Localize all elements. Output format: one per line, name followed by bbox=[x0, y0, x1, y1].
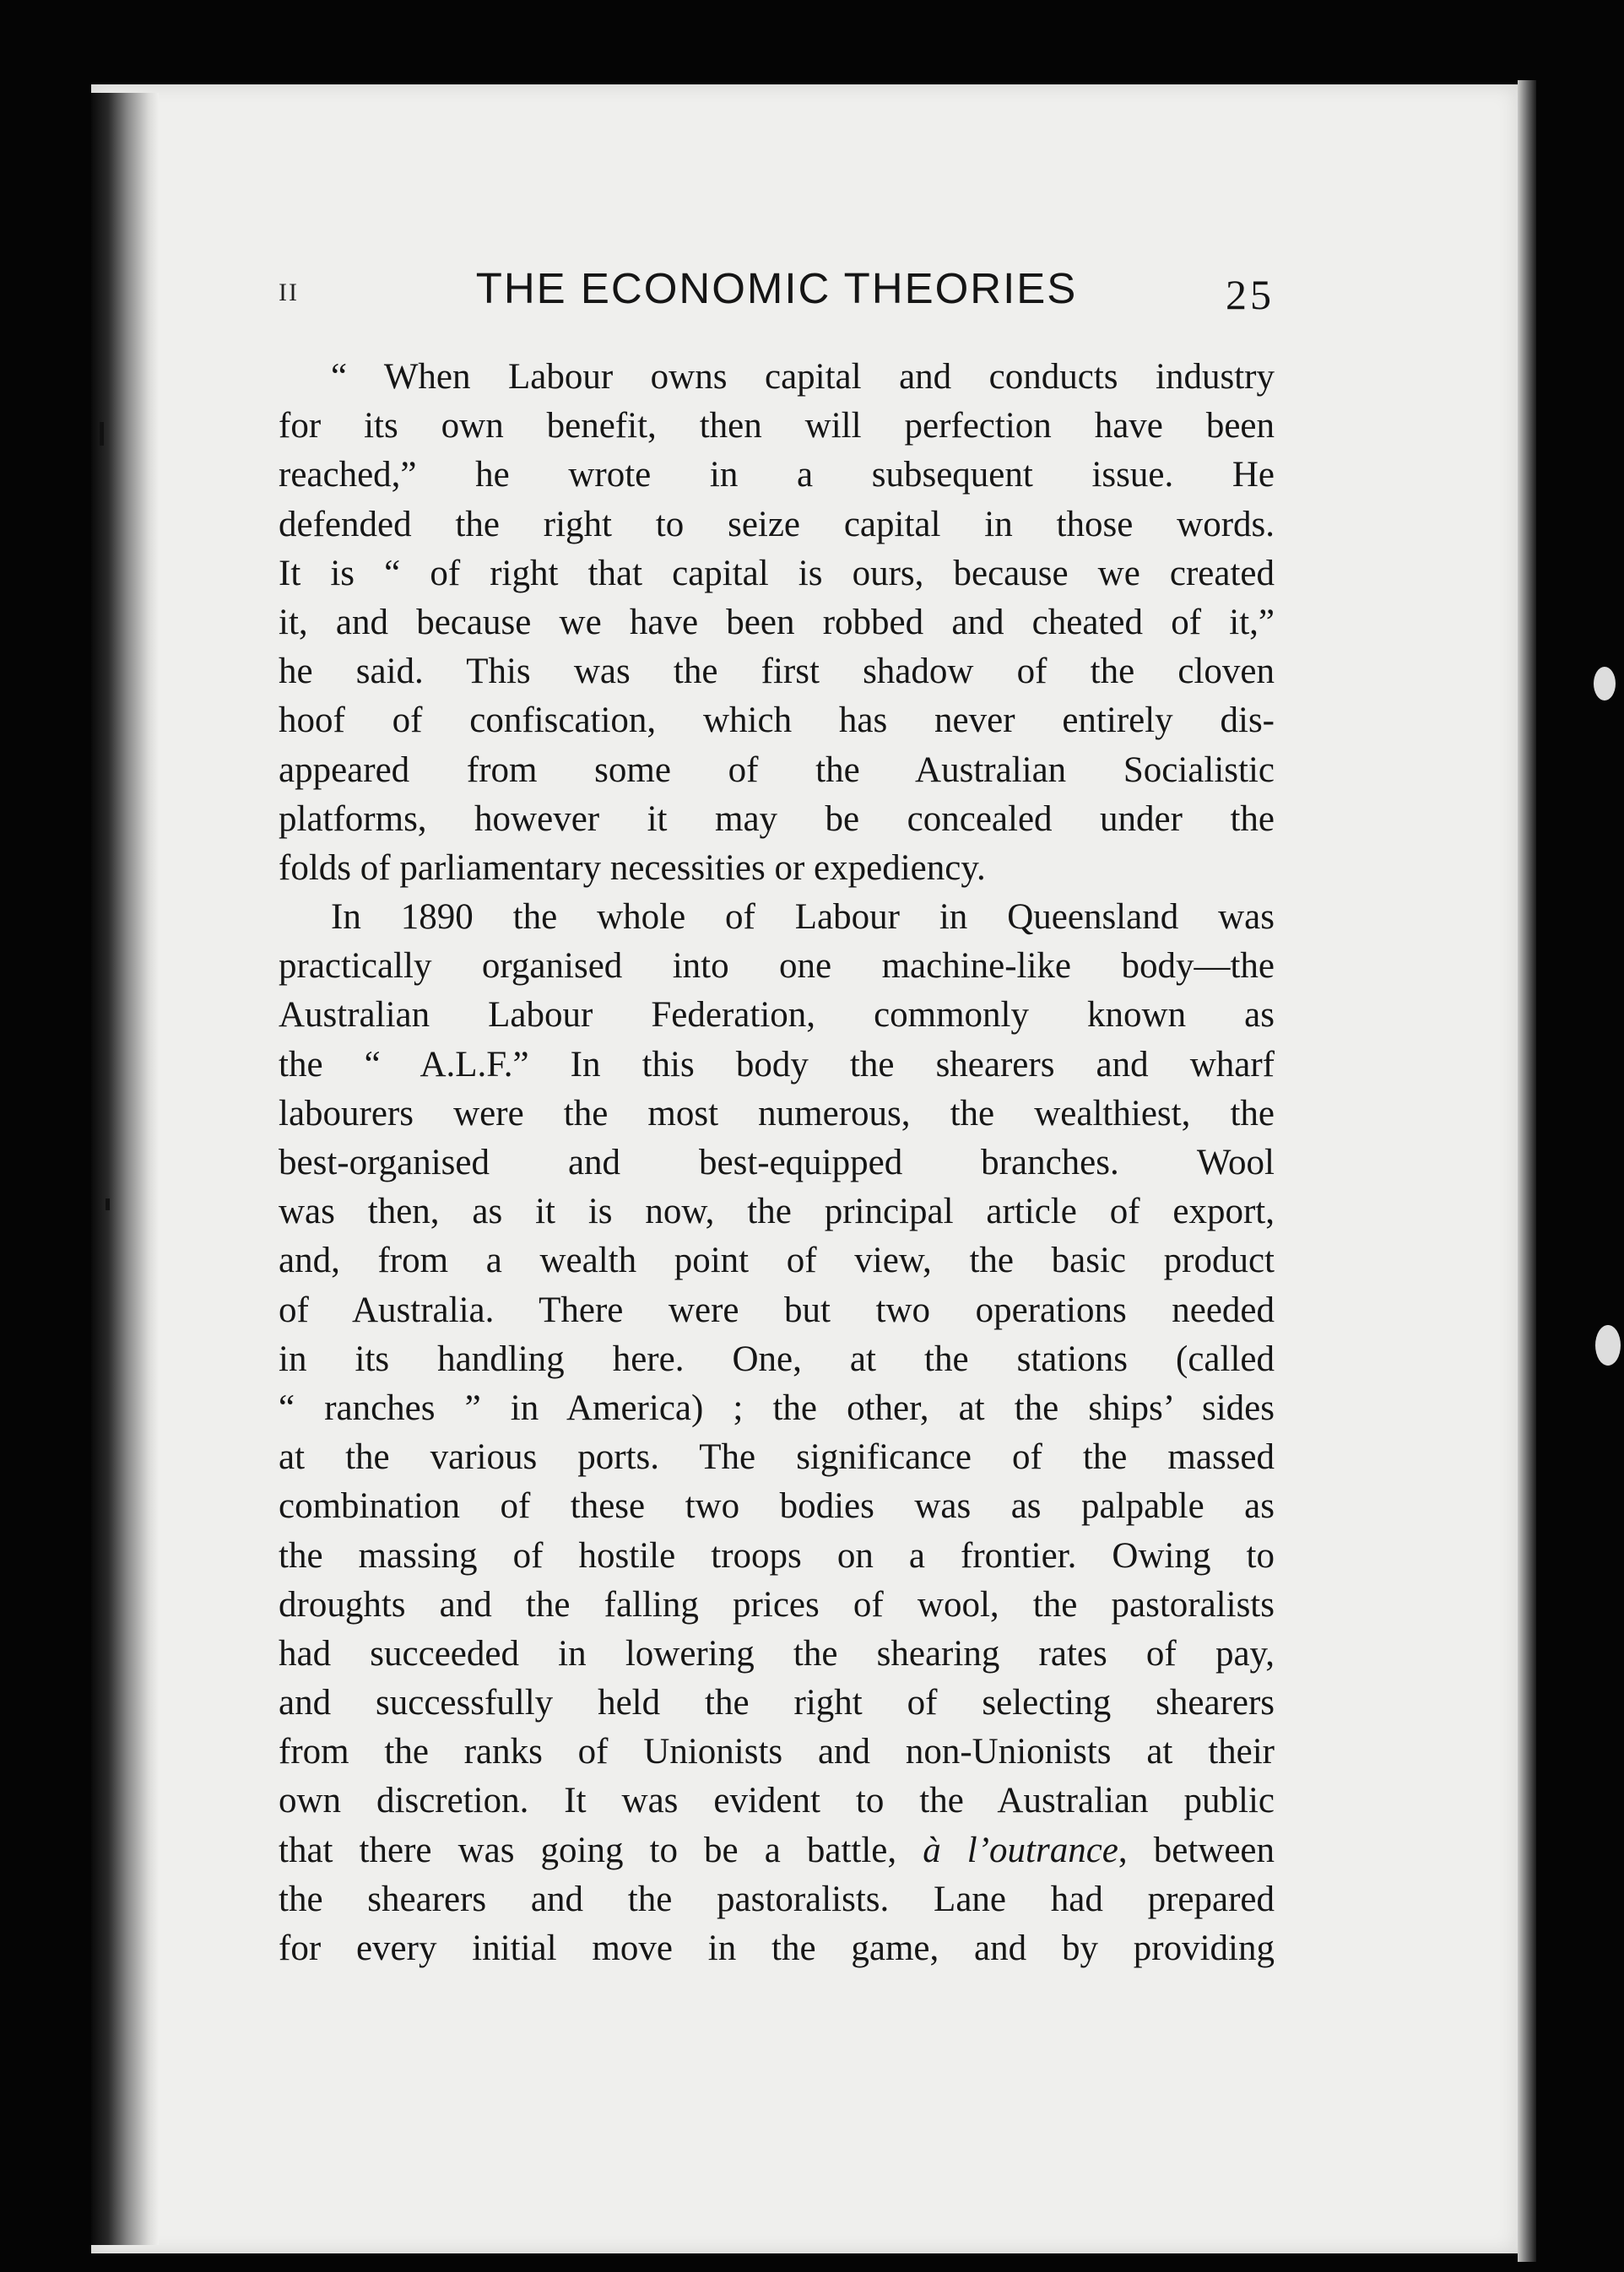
text-line: labourers were the most numerous, the wealthiest, the bbox=[279, 1093, 1275, 1133]
running-head bbox=[279, 263, 1275, 322]
binding-mark bbox=[100, 422, 104, 446]
text-line: and successfully held the right of selecting shearers bbox=[279, 1683, 1275, 1723]
text-line: In 1890 the whole of Labour in Queensland was bbox=[331, 897, 1275, 938]
text-line: from the ranks of Unionists and non-Unionists at their bbox=[279, 1732, 1275, 1772]
text-line: the shearers and the pastoralists. Lane had prepared bbox=[279, 1879, 1275, 1919]
running-title: THE ECONOMIC THEORIES bbox=[475, 264, 1078, 312]
text-line: folds of parliamentary necessities or expediency. bbox=[279, 847, 986, 888]
text-segment: , between bbox=[1118, 1830, 1275, 1870]
chapter-number: II bbox=[279, 279, 299, 306]
text-line: was then, as it is now, the principal article of export, bbox=[279, 1192, 1275, 1232]
text-line: had succeeded in lowering the shearing rates of pay, bbox=[279, 1633, 1275, 1674]
text-line: Australian Labour Federation, commonly known as bbox=[279, 995, 1275, 1036]
text-line: and, from a wealth point of view, the basic product bbox=[279, 1241, 1275, 1281]
text-line: the massing of hostile troops on a frontier. Owing to bbox=[279, 1535, 1275, 1576]
text-line: of Australia. There were but two operations needed bbox=[279, 1290, 1275, 1330]
text-line: in its handling here. One, at the stations (called bbox=[279, 1339, 1275, 1379]
text-line: best-organised and best-equipped branches. Wool bbox=[279, 1143, 1275, 1182]
text-line: for every initial move in the game, and by providing bbox=[279, 1928, 1275, 1968]
scan-speck bbox=[1595, 1325, 1621, 1366]
text-line: defended the right to seize capital in those words. bbox=[279, 504, 1275, 544]
text-line: for its own benefit, then will perfection have been bbox=[279, 406, 1275, 446]
text-line: hoof of confiscation, which has never entirely dis- bbox=[279, 701, 1275, 741]
text-line: at the various ports. The significance of the massed bbox=[279, 1437, 1275, 1478]
text-line: It is “ of right that capital is ours, because we created bbox=[279, 553, 1275, 593]
body-text bbox=[279, 353, 1275, 1973]
text-line: droughts and the falling prices of wool, the pastoralists bbox=[279, 1584, 1275, 1625]
text-line: platforms, however it may be concealed under the bbox=[279, 798, 1275, 839]
text-line: own discretion. It was evident to the Australian public bbox=[279, 1781, 1275, 1821]
text-line: combination of these two bodies was as palpable as bbox=[279, 1486, 1275, 1527]
text-line: “ ranches ” in America) ; the other, at the ships’ sides bbox=[279, 1388, 1275, 1428]
text-line: it, and because we have been robbed and cheated of it,” bbox=[279, 602, 1275, 642]
italic-phrase: à l’outrance bbox=[923, 1830, 1118, 1870]
page-number: 25 bbox=[1226, 271, 1275, 318]
text-segment: that there was going to be a battle, bbox=[279, 1830, 923, 1870]
text-line bbox=[279, 1826, 1275, 1875]
page-right-edge bbox=[1518, 80, 1536, 2262]
text-line: practically organised into one machine-like body—the bbox=[279, 946, 1275, 987]
binding-mark bbox=[106, 1198, 110, 1210]
text-line: “ When Labour owns capital and conducts industry bbox=[331, 357, 1275, 397]
text-line: he said. This was the first shadow of the cloven bbox=[279, 652, 1275, 692]
text-line: reached,” he wrote in a subsequent issue. He bbox=[279, 455, 1275, 495]
text-line: appeared from some of the Australian Socialistic bbox=[279, 749, 1275, 790]
page-gutter-shadow bbox=[91, 93, 159, 2245]
text-line: the “ A.L.F.” In this body the shearers and wharf bbox=[279, 1044, 1275, 1085]
scan-speck bbox=[1594, 667, 1616, 701]
